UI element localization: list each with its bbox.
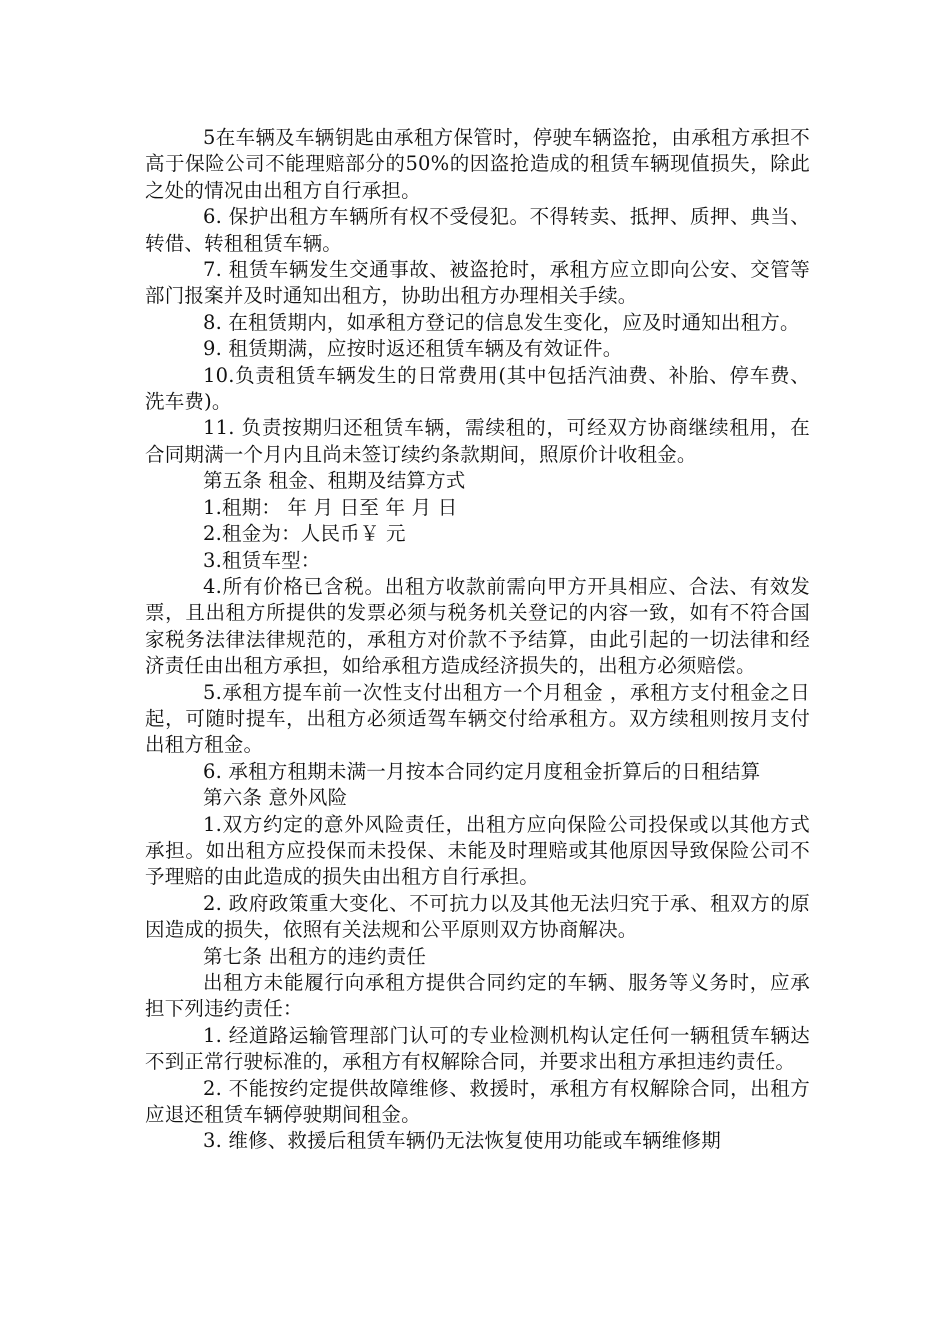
paragraph: 3.租赁车型： [203,548,321,572]
paragraph: 出租方未能履行向承租方提供合同约定的车辆、服务等义务时，应承担下列违约责任： [145,971,810,1021]
paragraph: 1. 经道路运输管理部门认可的专业检测机构认定任何一辆租赁车辆达不到正常行驶标准的，承租方有权解除合同，并要求出租方承担违约责任。 [145,1023,810,1074]
paragraph: 10.负责租赁车辆发生的日常费用(其中包括汽油费、补胎、停车费、洗车费)。 [145,363,810,414]
paragraph: 2.租金为：人民币￥ 元 [203,522,406,546]
paragraph: 6. 保护出租方车辆所有权不受侵犯。不得转卖、抵押、质押、典当、转借、转租租赁车辆。 [145,205,810,255]
paragraph: 1.租期： 年 月 日至 年 月 日 [203,495,458,519]
paragraph: 1.双方约定的意外风险责任，出租方应向保险公司投保或以其他方式承担。如出租方应投保而未投保、未能及时理赔或其他原因导致保险公司不予理赔的由此造成的损失由出租方自行承担。 [145,812,810,889]
document-body [145,125,810,1155]
paragraph: 8. 在租赁期内，如承租方登记的信息发生变化，应及时通知出租方。 [203,310,800,334]
section-heading: 第七条 出租方的违约责任 [203,944,427,968]
paragraph: 3. 维修、救援后租赁车辆仍无法恢复使用功能或车辆维修期 [203,1129,721,1153]
paragraph: 2. 政府政策重大变化、不可抗力以及其他无法归究于承、租双方的原因造成的损失，依照有关法规和公平原则双方协商解决。 [145,891,810,942]
paragraph: 11. 负责按期归还租赁车辆，需续租的，可经双方协商继续租用，在合同期满一个月内且尚未签订续约条款期间，照原价计收租金。 [145,416,810,466]
paragraph: 9. 租赁期满，应按时返还租赁车辆及有效证件。 [203,337,623,361]
paragraph: 5在车辆及车辆钥匙由承租方保管时，停驶车辆盗抢，由承租方承担不高于保险公司不能理赔部分的50%的因盗抢造成的租赁车辆现值损失，除此之处的情况由出租方自行承担。 [145,126,810,202]
paragraph: 6. 承租方租期未满一月按本合同约定月度租金折算后的日租结算 [203,759,761,783]
paragraph: 5.承租方提车前一次性支付出租方一个月租金 ，承租方支付租金之日起，可随时提车，出租方必须适驾车辆交付给承租方。双方续租则按月支付出租方租金。 [145,680,810,757]
section-heading: 第五条 租金、租期及结算方式 [203,469,466,493]
paragraph: 4.所有价格已含税。出租方收款前需向甲方开具相应、合法、有效发票，且出租方所提供的发票必须与税务机关登记的内容一致，如有不符合国家税务法律法律规范的，承租方对价款不予结算，由此引起的一切法律和经济责任由出租方承担，如给承租方造成经济损失的，出租方必须赔偿。 [145,574,810,678]
paragraph: 2. 不能按约定提供故障维修、救援时，承租方有权解除合同，出租方应退还租赁车辆停驶期间租金。 [145,1076,810,1127]
paragraph: 7. 租赁车辆发生交通事故、被盗抢时，承租方应立即向公安、交管等部门报案并及时通知出租方，协助出租方办理相关手续。 [145,258,810,308]
section-heading: 第六条 意外风险 [203,786,348,810]
